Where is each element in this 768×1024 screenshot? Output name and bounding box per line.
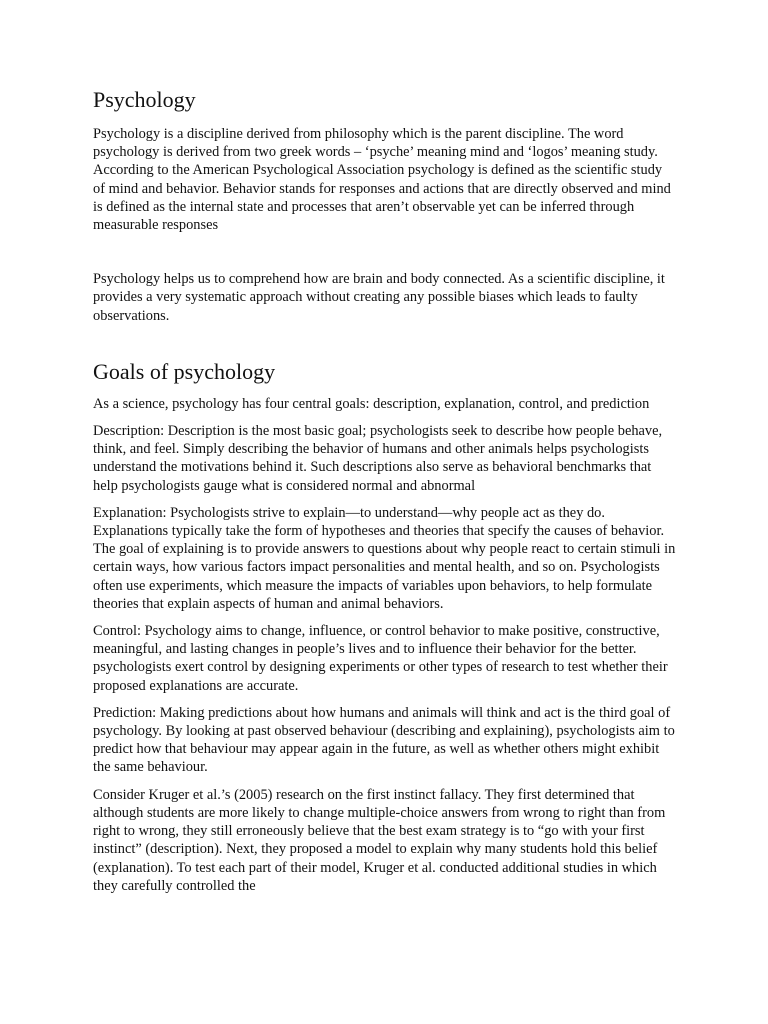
document-page: [93, 86, 677, 895]
goal-explanation-paragraph: Explanation: Psychologists strive to explain—to understand—why people act as they do. Explanations typically take the form of hypotheses and theories that specify the causes of behavior. The goal of explaining is to provide answers to questions about why people react to certain stimuli in certain ways, how various factors impact personalities and mental health, and so on. Psychologists often use experiments, which measure the impacts of variables upon behaviors, to help formulate theories that explain aspects of human and animal behaviors.: [93, 504, 676, 612]
goal-prediction-paragraph: Prediction: Making predictions about how humans and animals will think and act is the third goal of psychology. By looking at past observed behaviour (describing and explaining), psychologists aim to predict how that behaviour may appear again in the future, as well as whether others might exhibit the same behaviour.: [93, 704, 675, 776]
goal-control-paragraph: Control: Psychology aims to change, influence, or control behavior to make positive, constructive, meaningful, and lasting changes in people’s lives and to influence their behavior for the better. psychologists exert control by designing experiments or other types of research to test whether their proposed explanations are accurate.: [93, 623, 668, 694]
intro-paragraph: Psychology is a discipline derived from philosophy which is the parent discipline. The word psychology is derived from two greek words – ‘psyche’ meaning mind and ‘logos’ meaning study. According to the American Psychological Association psychology is defined as the scientific study of mind and behavior. Behavior stands for responses and actions that are directly observed and mind is defined as the internal state and processes that aren’t observable yet can be inferred through measurable responses: [93, 126, 671, 234]
goals-intro-paragraph: As a science, psychology has four central goals: description, explanation, control, and prediction: [93, 395, 650, 412]
goal-description-paragraph: Description: Description is the most basic goal; psychologists seek to describe how people behave, think, and feel. Simply describing the behavior of humans and other animals helps psychologists understand the motivations behind it. Such descriptions also serve as behavioral benchmarks that help psychologists gauge what is considered normal and abnormal: [93, 423, 663, 494]
goals-heading: Goals of psychology: [93, 358, 276, 384]
second-paragraph: Psychology helps us to comprehend how are brain and body connected. As a scientific discipline, it provides a very systematic approach without creating any possible biases which leads to faulty observations.: [93, 271, 665, 324]
page-title: Psychology: [93, 87, 196, 112]
example-paragraph: Consider Kruger et al.’s (2005) research on the first instinct fallacy. They first determined that although students are more likely to change multiple-choice answers from wrong to right than from right to wrong, they still erroneously believe that the best exam strategy is to “go with your first instinct” (description). Next, they proposed a model to explain why many students hold this belief (explanation). To test each part of their model, Kruger et al. conducted additional studies in which they carefully controlled the: [93, 786, 666, 894]
